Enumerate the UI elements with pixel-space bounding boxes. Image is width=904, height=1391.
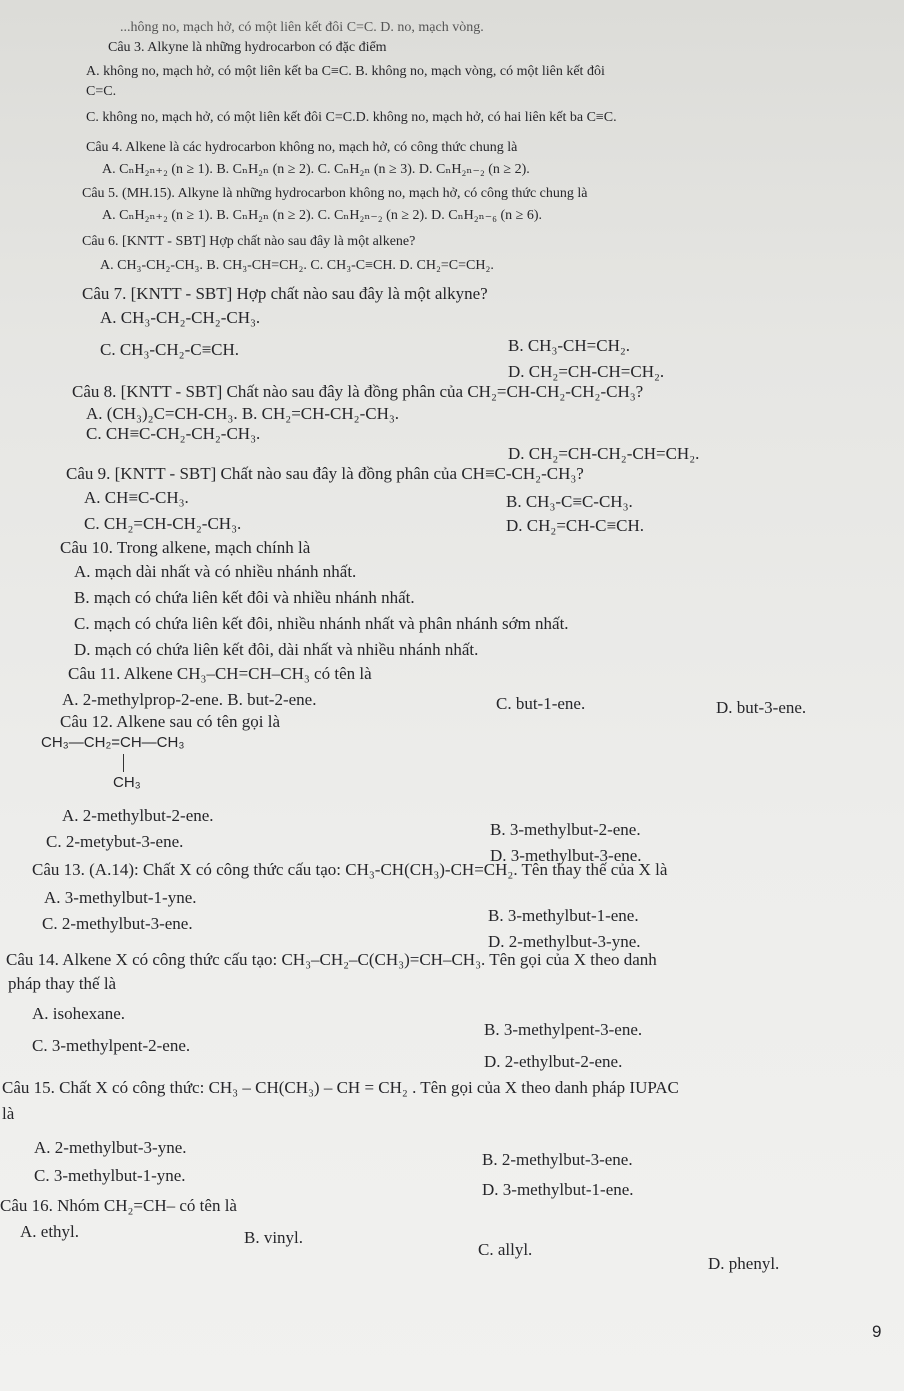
question-15-title: Câu 15. Chất X có công thức: CH₃ – CH(CH₃) – CH = CH₂ . Tên gọi của X theo danh pháp IUPAC	[2, 1078, 679, 1097]
question-16-title: Câu 16. Nhóm CH₂=CH– có tên là	[0, 1196, 237, 1215]
q14-option-b: B. 3-methylpent-3-ene.	[484, 1020, 643, 1039]
q3-option-cd: C. không no, mạch hở, có một liên kết đôi C=C.D. không no, mạch hở, có hai liên kết ba C≡C.	[86, 110, 617, 125]
q10-option-d: D. mạch có chứa liên kết đôi, dài nhất và nhiều nhánh nhất.	[74, 640, 479, 659]
q11-option-c: C. but-1-ene.	[496, 694, 586, 713]
structure-bond	[123, 754, 124, 772]
page-number: 9	[872, 1322, 882, 1341]
q11-option-d: D. but-3-ene.	[716, 698, 807, 717]
structural-formula	[41, 734, 241, 798]
q6-options: A. CH₃-CH₂-CH₃. B. CH₃-CH=CH₂. C. CH₃-C≡CH. D. CH₂=C=CH₂.	[100, 258, 494, 273]
q16-option-d: D. phenyl.	[708, 1254, 780, 1273]
q9-option-b: B. CH₃-C≡C-CH₃.	[506, 492, 633, 511]
q13-option-c: C. 2-methylbut-3-ene.	[42, 914, 193, 933]
question-15-title-cont: là	[2, 1104, 15, 1123]
q15-option-b: B. 2-methylbut-3-ene.	[482, 1150, 633, 1169]
q12-option-d: D. 3-methylbut-3-ene.	[490, 846, 642, 865]
q12-option-a: A. 2-methylbut-2-ene.	[62, 806, 214, 825]
q9-option-c: C. CH₂=CH-CH₂-CH₃.	[84, 514, 242, 533]
q3-option-ab: A. không no, mạch hở, có một liên kết ba C≡C. B. không no, mạch vòng, có một liên kết đôi	[86, 64, 605, 79]
q9-option-a: A. CH≡C-CH₃.	[84, 488, 189, 507]
question-6-title: Câu 6. [KNTT - SBT] Hợp chất nào sau đây là một alkene?	[82, 234, 416, 249]
question-12-title: Câu 12. Alkene sau có tên gọi là	[60, 712, 281, 731]
question-14-title-cont: pháp thay thế là	[8, 974, 117, 993]
q12-option-c: C. 2-metybut-3-ene.	[46, 832, 184, 851]
question-8-title: Câu 8. [KNTT - SBT] Chất nào sau đây là đồng phân của CH₂=CH-CH₂-CH₂-CH₃?	[72, 382, 644, 401]
q7-option-c: C. CH₃-CH₂-C≡CH.	[100, 340, 240, 359]
question-13-title: Câu 13. (A.14): Chất X có công thức cấu tạo: CH₃-CH(CH₃)-CH=CH₂. Tên thay thế của X là	[32, 860, 668, 879]
q13-option-b: B. 3-methylbut-1-ene.	[488, 906, 639, 925]
q16-option-b: B. vinyl.	[244, 1228, 304, 1247]
q16-option-a: A. ethyl.	[20, 1222, 80, 1241]
q9-option-d: D. CH₂=CH-C≡CH.	[506, 516, 644, 535]
question-9-title: Câu 9. [KNTT - SBT] Chất nào sau đây là đồng phân của CH≡C-CH₂-CH₃?	[66, 464, 584, 483]
q8-option-d: D. CH₂=CH-CH₂-CH=CH₂.	[508, 444, 700, 463]
q10-option-b: B. mạch có chứa liên kết đôi và nhiều nhánh nhất.	[74, 588, 415, 607]
q5-options: A. CₙH₂ₙ₊₂ (n ≥ 1). B. CₙH₂ₙ (n ≥ 2). C. CₙH₂ₙ₋₂ (n ≥ 2). D. CₙH₂ₙ₋₆ (n ≥ 6).	[102, 208, 543, 223]
q10-option-a: A. mạch dài nhất và có nhiều nhánh nhất.	[74, 562, 357, 581]
q15-option-a: A. 2-methylbut-3-yne.	[34, 1138, 187, 1157]
q14-option-a: A. isohexane.	[32, 1004, 126, 1023]
question-10-title: Câu 10. Trong alkene, mạch chính là	[60, 538, 311, 557]
q10-option-c: C. mạch có chứa liên kết đôi, nhiều nhánh nhất và phân nhánh sớm nhất.	[74, 614, 569, 633]
q3-option-b-cont: C=C.	[86, 84, 117, 99]
q15-option-c: C. 3-methylbut-1-yne.	[34, 1166, 186, 1185]
structure-main-chain: CH₃—CH₂=CH—CH₃	[41, 734, 185, 751]
q7-option-b: B. CH₃-CH=CH₂.	[508, 336, 631, 355]
q4-options: A. CₙH₂ₙ₊₂ (n ≥ 1). B. CₙH₂ₙ (n ≥ 2). C. CₙH₂ₙ (n ≥ 3). D. CₙH₂ₙ₋₂ (n ≥ 2).	[102, 162, 530, 177]
q16-option-c: C. allyl.	[478, 1240, 533, 1259]
question-5-title: Câu 5. (MH.15). Alkyne là những hydrocarbon không no, mạch hở, có công thức chung là	[82, 186, 588, 201]
q8-option-ab: A. (CH₃)₂C=CH-CH₃. B. CH₂=CH-CH₂-CH₃.	[86, 404, 400, 423]
question-3-title: Câu 3. Alkyne là những hydrocarbon có đặc điểm	[108, 40, 387, 55]
q11-option-ab: A. 2-methylprop-2-ene. B. but-2-ene.	[62, 690, 317, 709]
text-line: ...hông no, mạch hở, có một liên kết đôi C=C. D. no, mạch vòng.	[120, 20, 484, 35]
q15-option-d: D. 3-methylbut-1-ene.	[482, 1180, 634, 1199]
question-14-title: Câu 14. Alkene X có công thức cấu tạo: CH₃–CH₂–C(CH₃)=CH–CH₃. Tên gọi của X theo danh	[6, 950, 657, 969]
q7-option-a: A. CH₃-CH₂-CH₂-CH₃.	[100, 308, 261, 327]
structure-branch: CH₃	[113, 774, 141, 791]
question-7-title: Câu 7. [KNTT - SBT] Hợp chất nào sau đây là một alkyne?	[82, 284, 488, 303]
question-4-title: Câu 4. Alkene là các hydrocarbon không no, mạch hở, có công thức chung là	[86, 140, 518, 155]
q12-option-b: B. 3-methylbut-2-ene.	[490, 820, 641, 839]
q13-option-d: D. 2-methylbut-3-yne.	[488, 932, 641, 951]
q14-option-d: D. 2-ethylbut-2-ene.	[484, 1052, 623, 1071]
q7-option-d: D. CH₂=CH-CH=CH₂.	[508, 362, 665, 381]
q8-option-c: C. CH≡C-CH₂-CH₂-CH₃.	[86, 424, 261, 443]
q13-option-a: A. 3-methylbut-1-yne.	[44, 888, 197, 907]
q14-option-c: C. 3-methylpent-2-ene.	[32, 1036, 191, 1055]
question-11-title: Câu 11. Alkene CH₃–CH=CH–CH₃ có tên là	[68, 664, 372, 683]
